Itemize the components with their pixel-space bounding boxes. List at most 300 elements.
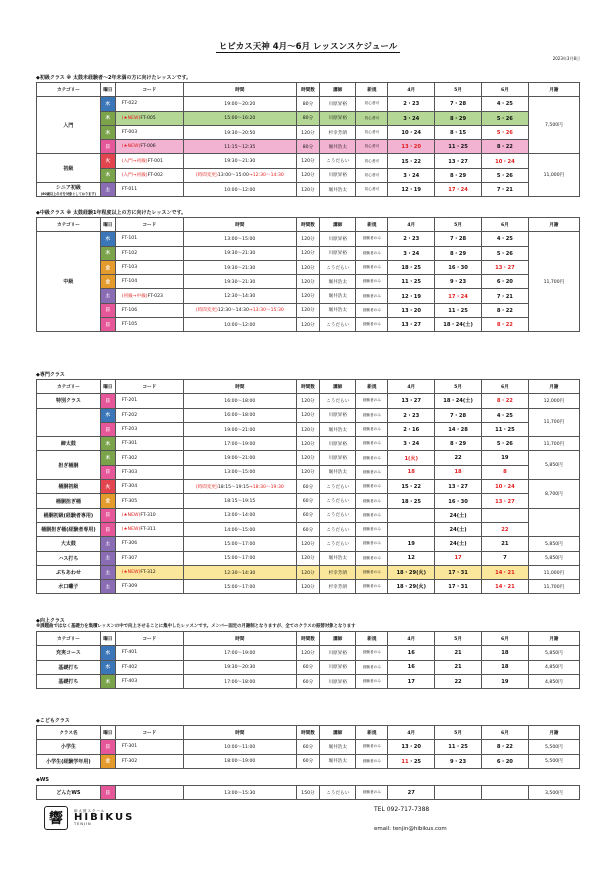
teacher-name: 川原昇裕 — [320, 111, 356, 125]
document-date: 2023年3月8日 — [552, 56, 580, 61]
teacher-name: 堀井浩太 — [320, 551, 356, 565]
may-dates: 8・15 — [435, 125, 482, 139]
lesson-code — [115, 494, 183, 508]
lesson-code — [115, 168, 183, 182]
time-text: 15:00～17:00 — [224, 541, 256, 547]
time-text: 11:15～12:35 — [224, 144, 256, 150]
teacher-name: 堀井浩太 — [320, 303, 356, 317]
table-row — [37, 786, 580, 800]
teacher-name: 堀井浩太 — [320, 740, 356, 754]
table-row — [37, 660, 580, 674]
lesson-time — [183, 275, 296, 289]
may-dates: 21 — [435, 660, 482, 674]
column-header: 時間 — [183, 726, 296, 740]
lesson-code-text: FT-304 — [121, 484, 138, 490]
lesson-code-text: FT-022 — [121, 101, 138, 107]
time-old: 18:15～19:15 — [217, 484, 249, 490]
lesson-time — [183, 318, 296, 332]
category-cell: 小学生 — [37, 740, 101, 754]
section-note: ※課題曲ではなく基礎力を集積レッスンの中で向上させることに集中したレッスンです。メンバー固定の月謝制となりますが、全てのクラスの振替対象となります — [36, 624, 356, 629]
lesson-code — [115, 674, 183, 688]
lesson-code — [115, 97, 183, 111]
april-dates: 15・22 — [388, 480, 435, 494]
teacher-name: 堀井浩太 — [320, 465, 356, 479]
category-cell: 桶胴初級(経験者専用) — [37, 508, 101, 522]
lesson-duration: 120分 — [296, 422, 319, 436]
lesson-duration: 120分 — [296, 168, 319, 182]
monthly-fee: 5,850円 — [528, 451, 579, 480]
column-header: 6月 — [481, 83, 528, 97]
day-badge: 日 — [100, 318, 115, 332]
time-text: 19:00～21:00 — [224, 427, 256, 433]
lesson-tag: (★NEW) — [121, 115, 141, 121]
category-cell: 入門 — [37, 97, 101, 154]
column-header: 曜日 — [100, 218, 115, 232]
level-note: 経験者のみ — [356, 408, 388, 422]
lesson-duration: 120分 — [296, 154, 319, 168]
level-note: 経験者のみ — [356, 318, 388, 332]
column-header: コード — [115, 726, 183, 740]
day-badge: 水 — [100, 232, 115, 246]
day-badge: 土 — [100, 551, 115, 565]
april-dates: 3・24 — [388, 437, 435, 451]
lesson-code-text: FT-101 — [121, 236, 138, 242]
table-header-row — [37, 726, 580, 740]
day-badge: 土 — [100, 183, 115, 197]
column-header: 6月 — [481, 218, 528, 232]
level-note: 初心者可 — [356, 168, 388, 182]
category-cell: 大太鼓 — [37, 537, 101, 551]
lesson-code-text: FT-102 — [121, 250, 138, 256]
footer-email: email: tenjin@hibikus.com — [374, 826, 447, 832]
day-badge: 日 — [100, 422, 115, 436]
teacher-name: こうだらい — [320, 508, 356, 522]
june-dates: 14・21 — [481, 580, 528, 594]
april-date-first: 11 — [401, 758, 409, 765]
may-dates: 9・23 — [435, 275, 482, 289]
column-header: 6月 — [481, 380, 528, 394]
april-dates: 13・27 — [388, 394, 435, 408]
lesson-time — [183, 154, 296, 168]
lesson-duration: 120分 — [296, 246, 319, 260]
april-dates: 13・20 — [388, 740, 435, 754]
category-cell: 締太鼓 — [37, 437, 101, 451]
lesson-duration: 60分 — [296, 522, 319, 536]
column-header: 新規 — [356, 726, 388, 740]
level-note: 経験者のみ — [356, 537, 388, 551]
time-text: 19:30～21:30 — [224, 279, 256, 285]
teacher-name: こうだらい — [320, 537, 356, 551]
lesson-duration: 80分 — [296, 111, 319, 125]
level-note: 経験者のみ — [356, 674, 388, 688]
lesson-time — [183, 660, 296, 674]
lesson-code — [115, 437, 183, 451]
table-row — [37, 646, 580, 660]
column-header: 4月 — [388, 380, 435, 394]
teacher-name: 堀井浩太 — [320, 754, 356, 768]
day-badge: 金 — [100, 754, 115, 768]
lesson-tag: (初級→中級) — [121, 294, 148, 300]
lesson-code-text: FT-310 — [140, 512, 156, 518]
level-note: 経験者のみ — [356, 480, 388, 494]
day-badge: 金 — [100, 275, 115, 289]
lesson-code-text: FT-312 — [140, 570, 156, 575]
june-dates: 8・22 — [481, 318, 528, 332]
may-dates: 14・28 — [435, 422, 482, 436]
lesson-code — [115, 140, 183, 154]
teacher-name: 川原昇裕 — [320, 437, 356, 451]
monthly-fee: 5,850円 — [528, 646, 579, 660]
table-row — [37, 183, 580, 197]
level-note: 初心者可 — [356, 111, 388, 125]
level-note: 初心者可 — [356, 183, 388, 197]
day-badge: 日 — [100, 303, 115, 317]
lesson-time — [183, 754, 296, 768]
may-dates: 22 — [435, 674, 482, 688]
june-dates: 5・26 — [481, 246, 528, 260]
april-dates: 12 — [388, 551, 435, 565]
may-dates: 13・27 — [435, 154, 482, 168]
april-date-rest: ・25 — [408, 758, 422, 765]
lesson-duration: 120分 — [296, 565, 319, 579]
lesson-code — [115, 580, 183, 594]
column-header: 時間数 — [296, 380, 319, 394]
lesson-code — [115, 646, 183, 660]
teacher-name: 川原昇裕 — [320, 451, 356, 465]
level-note: 経験者のみ — [356, 646, 388, 660]
day-badge: 火 — [100, 480, 115, 494]
june-dates: 6・20 — [481, 754, 528, 768]
logo-subtitle: 和太鼓スクール — [74, 808, 106, 813]
hibikus-logo — [44, 806, 134, 830]
category-cell: 桶胴初級 — [37, 480, 101, 494]
time-text: 19:30～21:30 — [224, 251, 256, 257]
april-dates: 27 — [388, 786, 435, 800]
table-row — [37, 275, 580, 289]
day-badge: 日 — [100, 508, 115, 522]
lesson-duration: 120分 — [296, 303, 319, 317]
category-sublabel: (60歳以上の方を対象としております) — [40, 191, 97, 196]
lesson-time — [183, 437, 296, 451]
lesson-code — [115, 740, 183, 754]
column-header: 講師 — [320, 83, 356, 97]
column-header: 講師 — [320, 380, 356, 394]
june-dates: 21 — [481, 537, 528, 551]
table-row — [37, 260, 580, 274]
column-header: 4月 — [388, 632, 435, 646]
day-badge: 土 — [100, 580, 115, 594]
june-dates: 22 — [481, 522, 528, 536]
level-note: 経験者のみ — [356, 565, 388, 579]
level-note: 経験者のみ — [356, 422, 388, 436]
lesson-time — [183, 786, 296, 800]
category-cell: 水口囃子 — [37, 580, 101, 594]
logo-mark-icon: 響 — [44, 806, 68, 830]
lesson-duration: 120分 — [296, 451, 319, 465]
teacher-name: こうだらい — [320, 394, 356, 408]
table-row — [37, 754, 580, 768]
lesson-time — [183, 480, 296, 494]
lesson-code — [115, 565, 183, 579]
table-row — [37, 289, 580, 303]
column-header: 5月 — [435, 380, 482, 394]
lesson-code-text: FT-104 — [121, 279, 138, 285]
lesson-time — [183, 740, 296, 754]
april-dates: 17 — [388, 674, 435, 688]
may-dates: 16・30 — [435, 494, 482, 508]
june-dates: 5・26 — [481, 437, 528, 451]
lesson-duration: 80分 — [296, 140, 319, 154]
lesson-code-text: FT-106 — [121, 307, 138, 313]
day-badge: 木 — [100, 111, 115, 125]
lesson-code — [115, 465, 183, 479]
column-header: 4月 — [388, 726, 435, 740]
lesson-duration: 80分 — [296, 97, 319, 111]
column-header: クラス名 — [37, 726, 101, 740]
april-dates: 13・20 — [388, 140, 435, 154]
may-dates: 7・28 — [435, 232, 482, 246]
lesson-time — [183, 565, 296, 579]
monthly-fee — [528, 508, 579, 537]
lesson-code-text: FT-103 — [121, 265, 138, 271]
lesson-time — [183, 537, 296, 551]
may-dates: 13・27 — [435, 480, 482, 494]
april-dates: 3・24 — [388, 168, 435, 182]
june-dates: 5・26 — [481, 111, 528, 125]
lesson-time — [183, 674, 296, 688]
teacher-name: 川原昇裕 — [320, 232, 356, 246]
lesson-code — [115, 260, 183, 274]
table-row — [37, 154, 580, 168]
june-dates: 18 — [481, 646, 528, 660]
day-badge: 水 — [100, 660, 115, 674]
category-cell: 桶胴担ぎ桶(経験者専用) — [37, 522, 101, 536]
lesson-time — [183, 97, 296, 111]
teacher-name: こうだらい — [320, 318, 356, 332]
schedule-table — [36, 217, 580, 332]
lesson-code-text: FT-403 — [121, 679, 138, 685]
lesson-code — [115, 289, 183, 303]
april-dates: 12・19 — [388, 183, 435, 197]
table-row — [37, 318, 580, 332]
time-text: 19:30～21:30 — [224, 159, 256, 165]
level-note: 初心者可 — [356, 154, 388, 168]
june-dates: 4・25 — [481, 97, 528, 111]
schedule-table — [36, 379, 580, 594]
time-text: 10:00～12:00 — [224, 322, 256, 328]
table-row — [37, 580, 580, 594]
teacher-name: 川原昇裕 — [320, 246, 356, 260]
time-text: 15:00～16:20 — [224, 116, 256, 122]
table-header-row — [37, 83, 580, 97]
lesson-duration: 150分 — [296, 786, 319, 800]
teacher-name: 堀井浩太 — [320, 275, 356, 289]
lesson-duration: 120分 — [296, 183, 319, 197]
june-dates: 19 — [481, 451, 528, 465]
lesson-duration: 120分 — [296, 551, 319, 565]
april-dates: 18・25 — [388, 260, 435, 274]
column-header: カテゴリー — [37, 632, 101, 646]
lesson-code — [115, 303, 183, 317]
category-label: シニア初級 — [55, 184, 81, 191]
table-row — [37, 408, 580, 422]
lesson-time — [183, 260, 296, 274]
monthly-fee: 11,700円 — [528, 437, 579, 451]
lesson-code — [115, 754, 183, 768]
june-dates — [481, 786, 528, 800]
lesson-code-text: FT-305 — [121, 498, 138, 504]
lesson-duration: 120分 — [296, 646, 319, 660]
lesson-code-text: FT-202 — [121, 412, 138, 418]
day-badge: 金 — [100, 260, 115, 274]
lesson-code — [115, 480, 183, 494]
may-dates: 7・28 — [435, 408, 482, 422]
may-dates: 8・29 — [435, 168, 482, 182]
lesson-duration: 60分 — [296, 480, 319, 494]
lesson-duration: 60分 — [296, 494, 319, 508]
june-dates: 7 — [481, 551, 528, 565]
lesson-code — [115, 275, 183, 289]
lesson-code-text: FT-306 — [121, 541, 138, 547]
level-note: 経験者のみ — [356, 246, 388, 260]
lesson-tag: (★NEW) — [121, 570, 141, 575]
lesson-time — [183, 125, 296, 139]
teacher-name: 杉幸芳朗 — [320, 580, 356, 594]
monthly-fee: 5,500円 — [528, 754, 579, 768]
category-cell: ぷちあわせ — [37, 565, 101, 579]
june-dates: 11・25 — [481, 422, 528, 436]
column-header: カテゴリー — [37, 83, 101, 97]
level-note: 経験者のみ — [356, 289, 388, 303]
teacher-name: 川原昇裕 — [320, 168, 356, 182]
time-text: 19:00～21:00 — [224, 456, 256, 462]
april-dates: 1(火) — [388, 451, 435, 465]
lesson-code-text: FT-005 — [140, 115, 156, 121]
lesson-code — [115, 394, 183, 408]
teacher-name: 堀井浩太 — [320, 422, 356, 436]
monthly-fee: 5,500円 — [528, 740, 579, 754]
lesson-duration: 120分 — [296, 260, 319, 274]
june-dates: 10・24 — [481, 480, 528, 494]
day-badge: 木 — [100, 674, 115, 688]
teacher-name: 川原昇裕 — [320, 660, 356, 674]
lesson-time — [183, 551, 296, 565]
time-text: 13:00～15:00 — [224, 236, 256, 242]
lesson-code-text: FT-309 — [121, 584, 138, 590]
may-dates: 18 — [435, 465, 482, 479]
column-header: 月謝 — [528, 632, 579, 646]
table-header-row — [37, 218, 580, 232]
june-dates: 4・25 — [481, 232, 528, 246]
time-change-note: (時間変更) — [195, 173, 218, 179]
section-heading: ◆初級クラス ※ 太鼓未経験者～2年未満の方に向けたレッスンです。 — [36, 75, 192, 81]
monthly-fee: 11,000円 — [528, 154, 579, 197]
lesson-time — [183, 451, 296, 465]
time-text: 17:00～19:00 — [224, 441, 256, 447]
level-note: 経験者のみ — [356, 275, 388, 289]
table-row — [37, 740, 580, 754]
lesson-duration: 120分 — [296, 437, 319, 451]
table-row — [37, 437, 580, 451]
june-dates: 19 — [481, 674, 528, 688]
lesson-tag: (★NEW) — [121, 512, 141, 518]
level-note: 経験者のみ — [356, 451, 388, 465]
time-new: →13:30～15:30 — [248, 308, 284, 314]
column-header: 時間数 — [296, 83, 319, 97]
june-dates: 13・27 — [481, 260, 528, 274]
june-dates: 10・24 — [481, 154, 528, 168]
column-header: コード — [115, 83, 183, 97]
level-note: 経験者のみ — [356, 786, 388, 800]
column-header: 時間 — [183, 632, 296, 646]
column-header: 講師 — [320, 726, 356, 740]
may-dates: 16・30 — [435, 260, 482, 274]
time-text: 16:00～18:00 — [224, 398, 256, 404]
level-note: 経験者のみ — [356, 260, 388, 274]
may-dates: 24(土) — [435, 522, 482, 536]
april-dates — [388, 522, 435, 536]
time-old: 12:30～14:30 — [217, 308, 249, 314]
monthly-fee: 8,700円 — [528, 480, 579, 509]
lesson-tag: (★NEW) — [121, 144, 141, 150]
lesson-time — [183, 422, 296, 436]
level-note: 経験者のみ — [356, 494, 388, 508]
time-text: 10:00～12:00 — [224, 187, 256, 193]
lesson-code-text: FT-001 — [147, 159, 163, 165]
level-note: 経験者のみ — [356, 437, 388, 451]
lesson-code-text: FT-402 — [121, 664, 138, 670]
lesson-code-text: FT-203 — [121, 427, 138, 433]
lesson-duration: 60分 — [296, 754, 319, 768]
monthly-fee: 4,850円 — [528, 660, 579, 674]
level-note: 経験者のみ — [356, 580, 388, 594]
table-row — [37, 394, 580, 408]
category-cell: 基礎打ち — [37, 660, 101, 674]
april-dates: 18 — [388, 465, 435, 479]
table-row — [37, 551, 580, 565]
category-cell — [37, 408, 101, 437]
time-change-note: (時間変更) — [195, 484, 218, 490]
monthly-fee: 3,500円 — [528, 786, 579, 800]
teacher-name: こうだらい — [320, 522, 356, 536]
lesson-time — [183, 465, 296, 479]
day-badge: 土 — [100, 289, 115, 303]
time-text: 19:30～21:30 — [224, 265, 256, 271]
table-row — [37, 522, 580, 536]
section-heading: ◆専門クラス — [36, 372, 65, 378]
column-header: コード — [115, 380, 183, 394]
category-cell: 特別クラス — [37, 394, 101, 408]
may-dates: 21 — [435, 646, 482, 660]
column-header: 5月 — [435, 726, 482, 740]
column-header: 新規 — [356, 218, 388, 232]
april-dates: 18・29(火) — [388, 580, 435, 594]
may-dates: 8・29 — [435, 111, 482, 125]
column-header: 月謝 — [528, 726, 579, 740]
lesson-duration: 120分 — [296, 289, 319, 303]
teacher-name: 川原昇裕 — [320, 674, 356, 688]
lesson-duration: 60分 — [296, 660, 319, 674]
june-dates: 14・21 — [481, 565, 528, 579]
column-header: 時間 — [183, 380, 296, 394]
april-dates: 10・24 — [388, 125, 435, 139]
time-text: 17:00～19:00 — [224, 650, 256, 656]
table-row — [37, 465, 580, 479]
lesson-code — [115, 451, 183, 465]
table-row — [37, 246, 580, 260]
column-header: 月謝 — [528, 83, 579, 97]
schedule-table — [36, 82, 580, 197]
